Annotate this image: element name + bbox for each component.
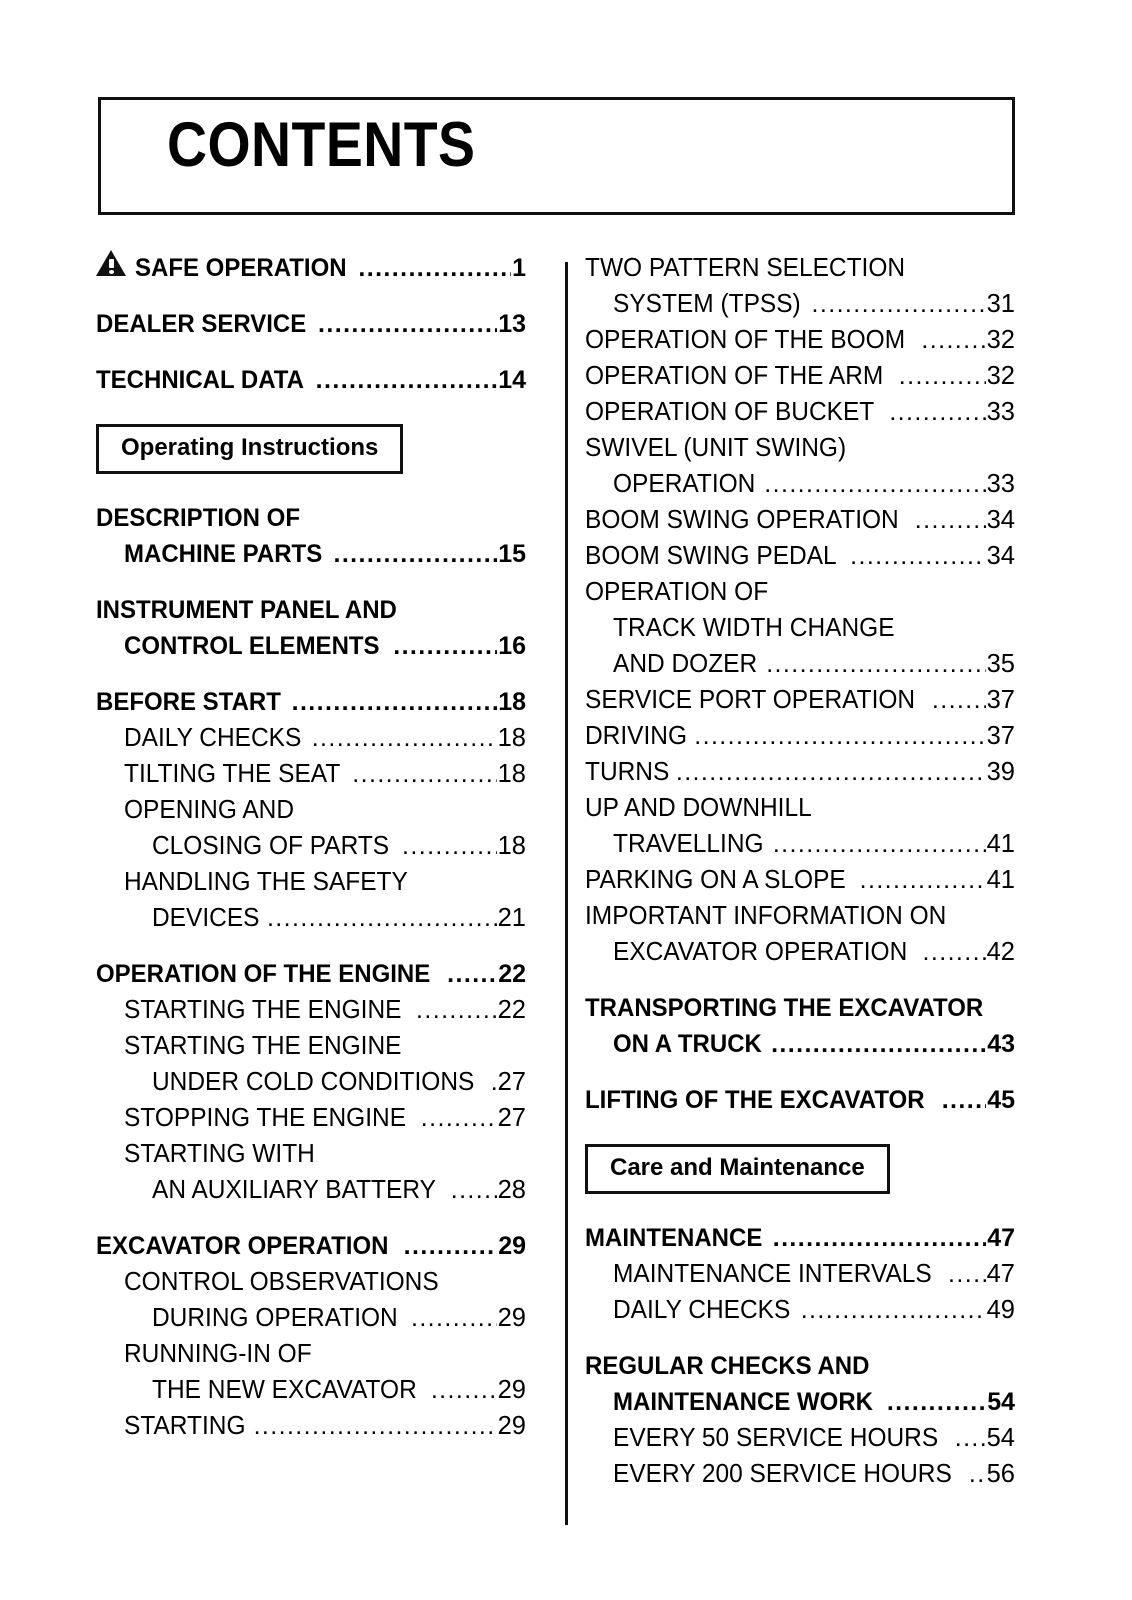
toc-entry-page: 32 (986, 362, 1015, 390)
spacer (96, 1208, 526, 1228)
toc-entry-page: 29 (497, 1412, 526, 1440)
spacer (96, 664, 526, 684)
toc-entry-machine-parts[interactable] (96, 536, 526, 572)
column-divider (565, 262, 568, 1525)
toc-leader-dots (899, 358, 986, 394)
toc-entry-label: SYSTEM (TPSS) (613, 290, 801, 318)
toc-entry-label: TECHNICAL DATA (96, 366, 304, 394)
toc-leader-dots (771, 1026, 986, 1062)
toc-entry-instrument-panel-and[interactable] (96, 592, 526, 628)
toc-entry-page: 45 (987, 1086, 1015, 1114)
toc-entry-label: CONTROL ELEMENTS (124, 632, 380, 660)
toc-entry-label: CLOSING OF PARTS (152, 832, 390, 860)
toc-leader-dots (292, 684, 498, 720)
toc-entry-stopping-the-engine[interactable] (96, 1100, 526, 1136)
toc-leader-dots (887, 1384, 986, 1420)
spacer (585, 1328, 1015, 1348)
toc-entry-label: SERVICE PORT OPERATION (585, 686, 916, 714)
toc-entry-maintenance[interactable] (585, 1220, 1015, 1256)
toc-entry-label: IMPORTANT INFORMATION ON (585, 902, 947, 930)
toc-leader-dots (451, 1172, 497, 1208)
spacer (96, 936, 526, 956)
toc-entry-label: TURNS (585, 758, 670, 786)
toc-entry-label: STARTING (124, 1412, 246, 1440)
toc-entry-page: 37 (986, 686, 1015, 714)
toc-entry-page: 31 (986, 290, 1015, 318)
toc-entry-page: 47 (986, 1260, 1015, 1288)
toc-entry-under-cold-conditions[interactable] (96, 1064, 526, 1100)
toc-entry-label: DEALER SERVICE (96, 310, 307, 338)
spacer (585, 1194, 1015, 1220)
toc-leader-dots (948, 1256, 986, 1292)
toc-entry-swivel-unit-swing[interactable] (585, 430, 1015, 466)
toc-entry-page: 54 (986, 1424, 1015, 1452)
toc-entry-label: TRANSPORTING THE EXCAVATOR (585, 994, 984, 1022)
toc-entry-service-port-operation[interactable] (585, 682, 1015, 718)
toc-entry-technical-data[interactable] (96, 362, 526, 398)
toc-entry-boom-swing-pedal[interactable] (585, 538, 1015, 574)
toc-entry-devices[interactable] (96, 900, 526, 936)
toc-entry-track-width-change[interactable] (585, 610, 1015, 646)
toc-entry-label: TRACK WIDTH CHANGE (613, 614, 895, 642)
toc-entry-page: 18 (497, 832, 526, 860)
toc-entry-page: 56 (986, 1460, 1015, 1488)
toc-leader-dots (447, 956, 497, 992)
toc-entry-label: EVERY 200 SERVICE HOURS (613, 1460, 952, 1488)
toc-entry-every-50-service-hours[interactable] (585, 1420, 1015, 1456)
toc-entry-page: 34 (986, 506, 1015, 534)
toc-entry-excavator-operation[interactable] (96, 1228, 526, 1264)
toc-leader-dots (318, 306, 497, 342)
toc-entry-opening-and[interactable] (96, 792, 526, 828)
toc-entry-label: EVERY 50 SERVICE HOURS (613, 1424, 939, 1452)
toc-entry-starting-the-engine[interactable] (96, 992, 526, 1028)
section-label-operating-instructions: Operating Instructions (96, 424, 403, 474)
toc-entry-label: MAINTENANCE (585, 1224, 763, 1252)
toc-entry-page: 37 (986, 722, 1015, 750)
toc-entry-page: 47 (987, 1224, 1015, 1252)
toc-entry-page: 29 (497, 1376, 526, 1404)
toc-entry-label: MACHINE PARTS (124, 540, 323, 568)
toc-entry-label: AN AUXILIARY BATTERY (152, 1176, 436, 1204)
toc-entry-operation-of-the-boom[interactable] (585, 322, 1015, 358)
toc-entry-page: 13 (498, 310, 526, 338)
toc-entry-before-start[interactable] (96, 684, 526, 720)
toc-leader-dots (352, 756, 496, 792)
toc-entry-every-200-service-hours[interactable] (585, 1456, 1015, 1492)
toc-entry-page: 43 (987, 1030, 1015, 1058)
toc-entry-page: 22 (498, 960, 526, 988)
toc-entry-boom-swing-operation[interactable] (585, 502, 1015, 538)
toc-entry-label: LIFTING OF THE EXCAVATOR (585, 1086, 925, 1114)
toc-entry-closing-of-parts[interactable] (96, 828, 526, 864)
toc-entry-label: UNDER COLD CONDITIONS (152, 1068, 475, 1096)
toc-entry-turns[interactable] (585, 754, 1015, 790)
toc-entry-label: ON A TRUCK (613, 1030, 762, 1058)
toc-entry-system-tpss[interactable] (585, 286, 1015, 322)
toc-leader-dots (923, 934, 986, 970)
toc-leader-dots (764, 466, 985, 502)
toc-entry-during-operation[interactable] (96, 1300, 526, 1336)
toc-entry-up-and-downhill[interactable] (585, 790, 1015, 826)
toc-entry-label: THE NEW EXCAVATOR (152, 1376, 417, 1404)
spacer (585, 1062, 1015, 1082)
toc-leader-dots (860, 862, 986, 898)
toc-entry-page: 33 (986, 398, 1015, 426)
toc-entry-and-dozer[interactable] (585, 646, 1015, 682)
toc-entry-driving[interactable] (585, 718, 1015, 754)
toc-leader-dots (773, 826, 986, 862)
toc-entry-page: 27 (497, 1068, 526, 1096)
toc-entry-the-new-excavator[interactable] (96, 1372, 526, 1408)
toc-entry-label: CONTROL OBSERVATIONS (124, 1268, 439, 1296)
toc-leader-dots (491, 1064, 497, 1100)
toc-leader-dots (316, 362, 498, 398)
toc-leader-dots (402, 828, 497, 864)
toc-entry-starting[interactable] (96, 1408, 526, 1444)
toc-entry-page: 29 (498, 1232, 526, 1260)
toc-entry-tilting-the-seat[interactable] (96, 756, 526, 792)
toc-entry-label: MAINTENANCE INTERVALS (613, 1260, 932, 1288)
toc-entry-label: SAFE OPERATION (135, 254, 347, 282)
toc-entry-operation-of-the-engine[interactable] (96, 956, 526, 992)
toc-entry-label: RUNNING-IN OF (124, 1340, 312, 1368)
toc-entry-page: 32 (986, 326, 1015, 354)
toc-entry-label: DESCRIPTION OF (96, 504, 301, 532)
toc-entry-page: 39 (986, 758, 1015, 786)
toc-entry-operation-of[interactable] (585, 574, 1015, 610)
toc-entry-label: DRIVING (585, 722, 688, 750)
spacer (96, 398, 526, 424)
spacer (96, 474, 526, 500)
toc-leader-dots (969, 1456, 986, 1492)
toc-entry-label: STARTING WITH (124, 1140, 315, 1168)
toc-entry-label: BOOM SWING OPERATION (585, 506, 899, 534)
toc-entry-operation-of-the-arm[interactable] (585, 358, 1015, 394)
toc-entry-label: DAILY CHECKS (613, 1296, 791, 1324)
toc-entry-label: TWO PATTERN SELECTION (585, 254, 906, 282)
toc-leader-dots (942, 1082, 986, 1118)
toc-leader-dots (915, 502, 986, 538)
toc-entry-label: EXCAVATOR OPERATION (96, 1232, 389, 1260)
toc-entry-safe-operation[interactable] (96, 250, 526, 286)
toc-leader-dots (333, 536, 497, 572)
toc-entry-page: 27 (497, 1104, 526, 1132)
toc-leader-dots (955, 1420, 986, 1456)
toc-entry-control-elements[interactable] (96, 628, 526, 664)
toc-entry-two-pattern-selection[interactable] (585, 250, 1015, 286)
toc-entry-page: 34 (986, 542, 1015, 570)
toc-leader-dots (411, 1300, 497, 1336)
toc-entry-operation[interactable] (585, 466, 1015, 502)
toc-leader-dots (421, 1100, 497, 1136)
section-label-wrapper (96, 424, 526, 474)
toc-column-right (585, 250, 1015, 1492)
toc-entry-label: OPERATION OF BUCKET (585, 398, 875, 426)
toc-leader-dots (932, 682, 986, 718)
toc-entry-excavator-operation[interactable] (585, 934, 1015, 970)
toc-entry-parking-on-a-slope[interactable] (585, 862, 1015, 898)
toc-entry-label: DEVICES (152, 904, 260, 932)
toc-entry-label: STARTING THE ENGINE (124, 1032, 402, 1060)
toc-entry-page: 22 (497, 996, 526, 1024)
toc-entry-label: PARKING ON A SLOPE (585, 866, 846, 894)
toc-entry-label: OPERATION OF THE BOOM (585, 326, 906, 354)
toc-entry-label: REGULAR CHECKS AND (585, 1352, 870, 1380)
toc-entry-label: HANDLING THE SAFETY (124, 868, 408, 896)
section-label-care-and-maintenance: Care and Maintenance (585, 1144, 890, 1194)
toc-entry-page: 49 (986, 1296, 1015, 1324)
toc-entry-an-auxiliary-battery[interactable] (96, 1172, 526, 1208)
toc-entry-operation-of-bucket[interactable] (585, 394, 1015, 430)
toc-entry-page: 1 (512, 254, 526, 282)
toc-entry-starting-with[interactable] (96, 1136, 526, 1172)
toc-entry-label: SWIVEL (UNIT SWING) (585, 434, 847, 462)
toc-entry-page: 21 (497, 904, 526, 932)
toc-entry-maintenance-work[interactable] (585, 1384, 1015, 1420)
toc-leader-dots (921, 322, 985, 358)
toc-entry-handling-the-safety[interactable] (96, 864, 526, 900)
spacer (96, 572, 526, 592)
toc-leader-dots (850, 538, 986, 574)
page-title: CONTENTS (167, 110, 476, 180)
toc-entry-important-information-on[interactable] (585, 898, 1015, 934)
toc-leader-dots (812, 286, 986, 322)
toc-entry-label: DAILY CHECKS (124, 724, 302, 752)
toc-entry-page: 18 (498, 688, 526, 716)
toc-leader-dots (416, 992, 497, 1028)
toc-entry-page: 41 (986, 866, 1015, 894)
toc-leader-dots (766, 646, 985, 682)
toc-entry-lifting-of-the-excavator[interactable] (585, 1082, 1015, 1118)
toc-leader-dots (676, 754, 986, 790)
toc-leader-dots (254, 1408, 497, 1444)
toc-column-left (96, 250, 526, 1444)
contents-header-box (98, 97, 1015, 215)
spacer (96, 342, 526, 362)
toc-entry-regular-checks-and[interactable] (585, 1348, 1015, 1384)
toc-entry-page: 54 (987, 1388, 1015, 1416)
toc-entry-label: INSTRUMENT PANEL AND (96, 596, 397, 624)
toc-entry-starting-the-engine[interactable] (96, 1028, 526, 1064)
toc-leader-dots (404, 1228, 498, 1264)
warning-triangle-icon (96, 250, 126, 276)
toc-entry-label: BEFORE START (96, 688, 281, 716)
spacer (96, 286, 526, 306)
toc-entry-dealer-service[interactable] (96, 306, 526, 342)
toc-entry-label: OPERATION OF THE ENGINE (96, 960, 431, 988)
toc-entry-label: UP AND DOWNHILL (585, 794, 812, 822)
toc-entry-control-observations[interactable] (96, 1264, 526, 1300)
toc-entry-label: OPERATION OF (585, 578, 769, 606)
toc-entry-page: 35 (986, 650, 1015, 678)
toc-leader-dots (801, 1292, 986, 1328)
toc-entry-label: EXCAVATOR OPERATION (613, 938, 908, 966)
toc-leader-dots (393, 628, 497, 664)
toc-entry-label: MAINTENANCE WORK (613, 1388, 873, 1416)
toc-entry-page: 42 (986, 938, 1015, 966)
toc-entry-label: OPENING AND (124, 796, 295, 824)
toc-entry-label: DURING OPERATION (152, 1304, 398, 1332)
toc-entry-running-in-of[interactable] (96, 1336, 526, 1372)
toc-leader-dots (358, 250, 511, 286)
toc-leader-dots (773, 1220, 986, 1256)
toc-entry-label: OPERATION OF THE ARM (585, 362, 884, 390)
toc-entry-label: STOPPING THE ENGINE (124, 1104, 407, 1132)
toc-entry-transporting-the-excavator[interactable] (585, 990, 1015, 1026)
toc-leader-dots (889, 394, 985, 430)
toc-entry-page: 18 (497, 724, 526, 752)
toc-entry-page: 29 (497, 1304, 526, 1332)
toc-entry-daily-checks[interactable] (96, 720, 526, 756)
toc-entry-maintenance-intervals[interactable] (585, 1256, 1015, 1292)
toc-entry-page: 16 (498, 632, 526, 660)
toc-entry-page: 41 (986, 830, 1015, 858)
spacer (585, 970, 1015, 990)
toc-entry-description-of[interactable] (96, 500, 526, 536)
toc-leader-dots (694, 718, 985, 754)
toc-entry-page: 15 (498, 540, 526, 568)
toc-leader-dots (312, 720, 497, 756)
spacer (585, 1118, 1015, 1144)
toc-entry-label: OPERATION (613, 470, 756, 498)
toc-leader-dots (267, 900, 497, 936)
toc-entry-page: 28 (497, 1176, 526, 1204)
section-label-wrapper (585, 1144, 1015, 1194)
toc-entry-page: 33 (986, 470, 1015, 498)
toc-entry-label: TILTING THE SEAT (124, 760, 341, 788)
toc-entry-on-a-truck[interactable] (585, 1026, 1015, 1062)
toc-entry-label: AND DOZER (613, 650, 758, 678)
toc-entry-label: STARTING THE ENGINE (124, 996, 402, 1024)
toc-leader-dots (431, 1372, 497, 1408)
toc-entry-page: 14 (498, 366, 526, 394)
toc-entry-travelling[interactable] (585, 826, 1015, 862)
toc-entry-label: TRAVELLING (613, 830, 764, 858)
toc-entry-label: BOOM SWING PEDAL (585, 542, 837, 570)
toc-entry-page: 18 (497, 760, 526, 788)
toc-entry-daily-checks[interactable] (585, 1292, 1015, 1328)
